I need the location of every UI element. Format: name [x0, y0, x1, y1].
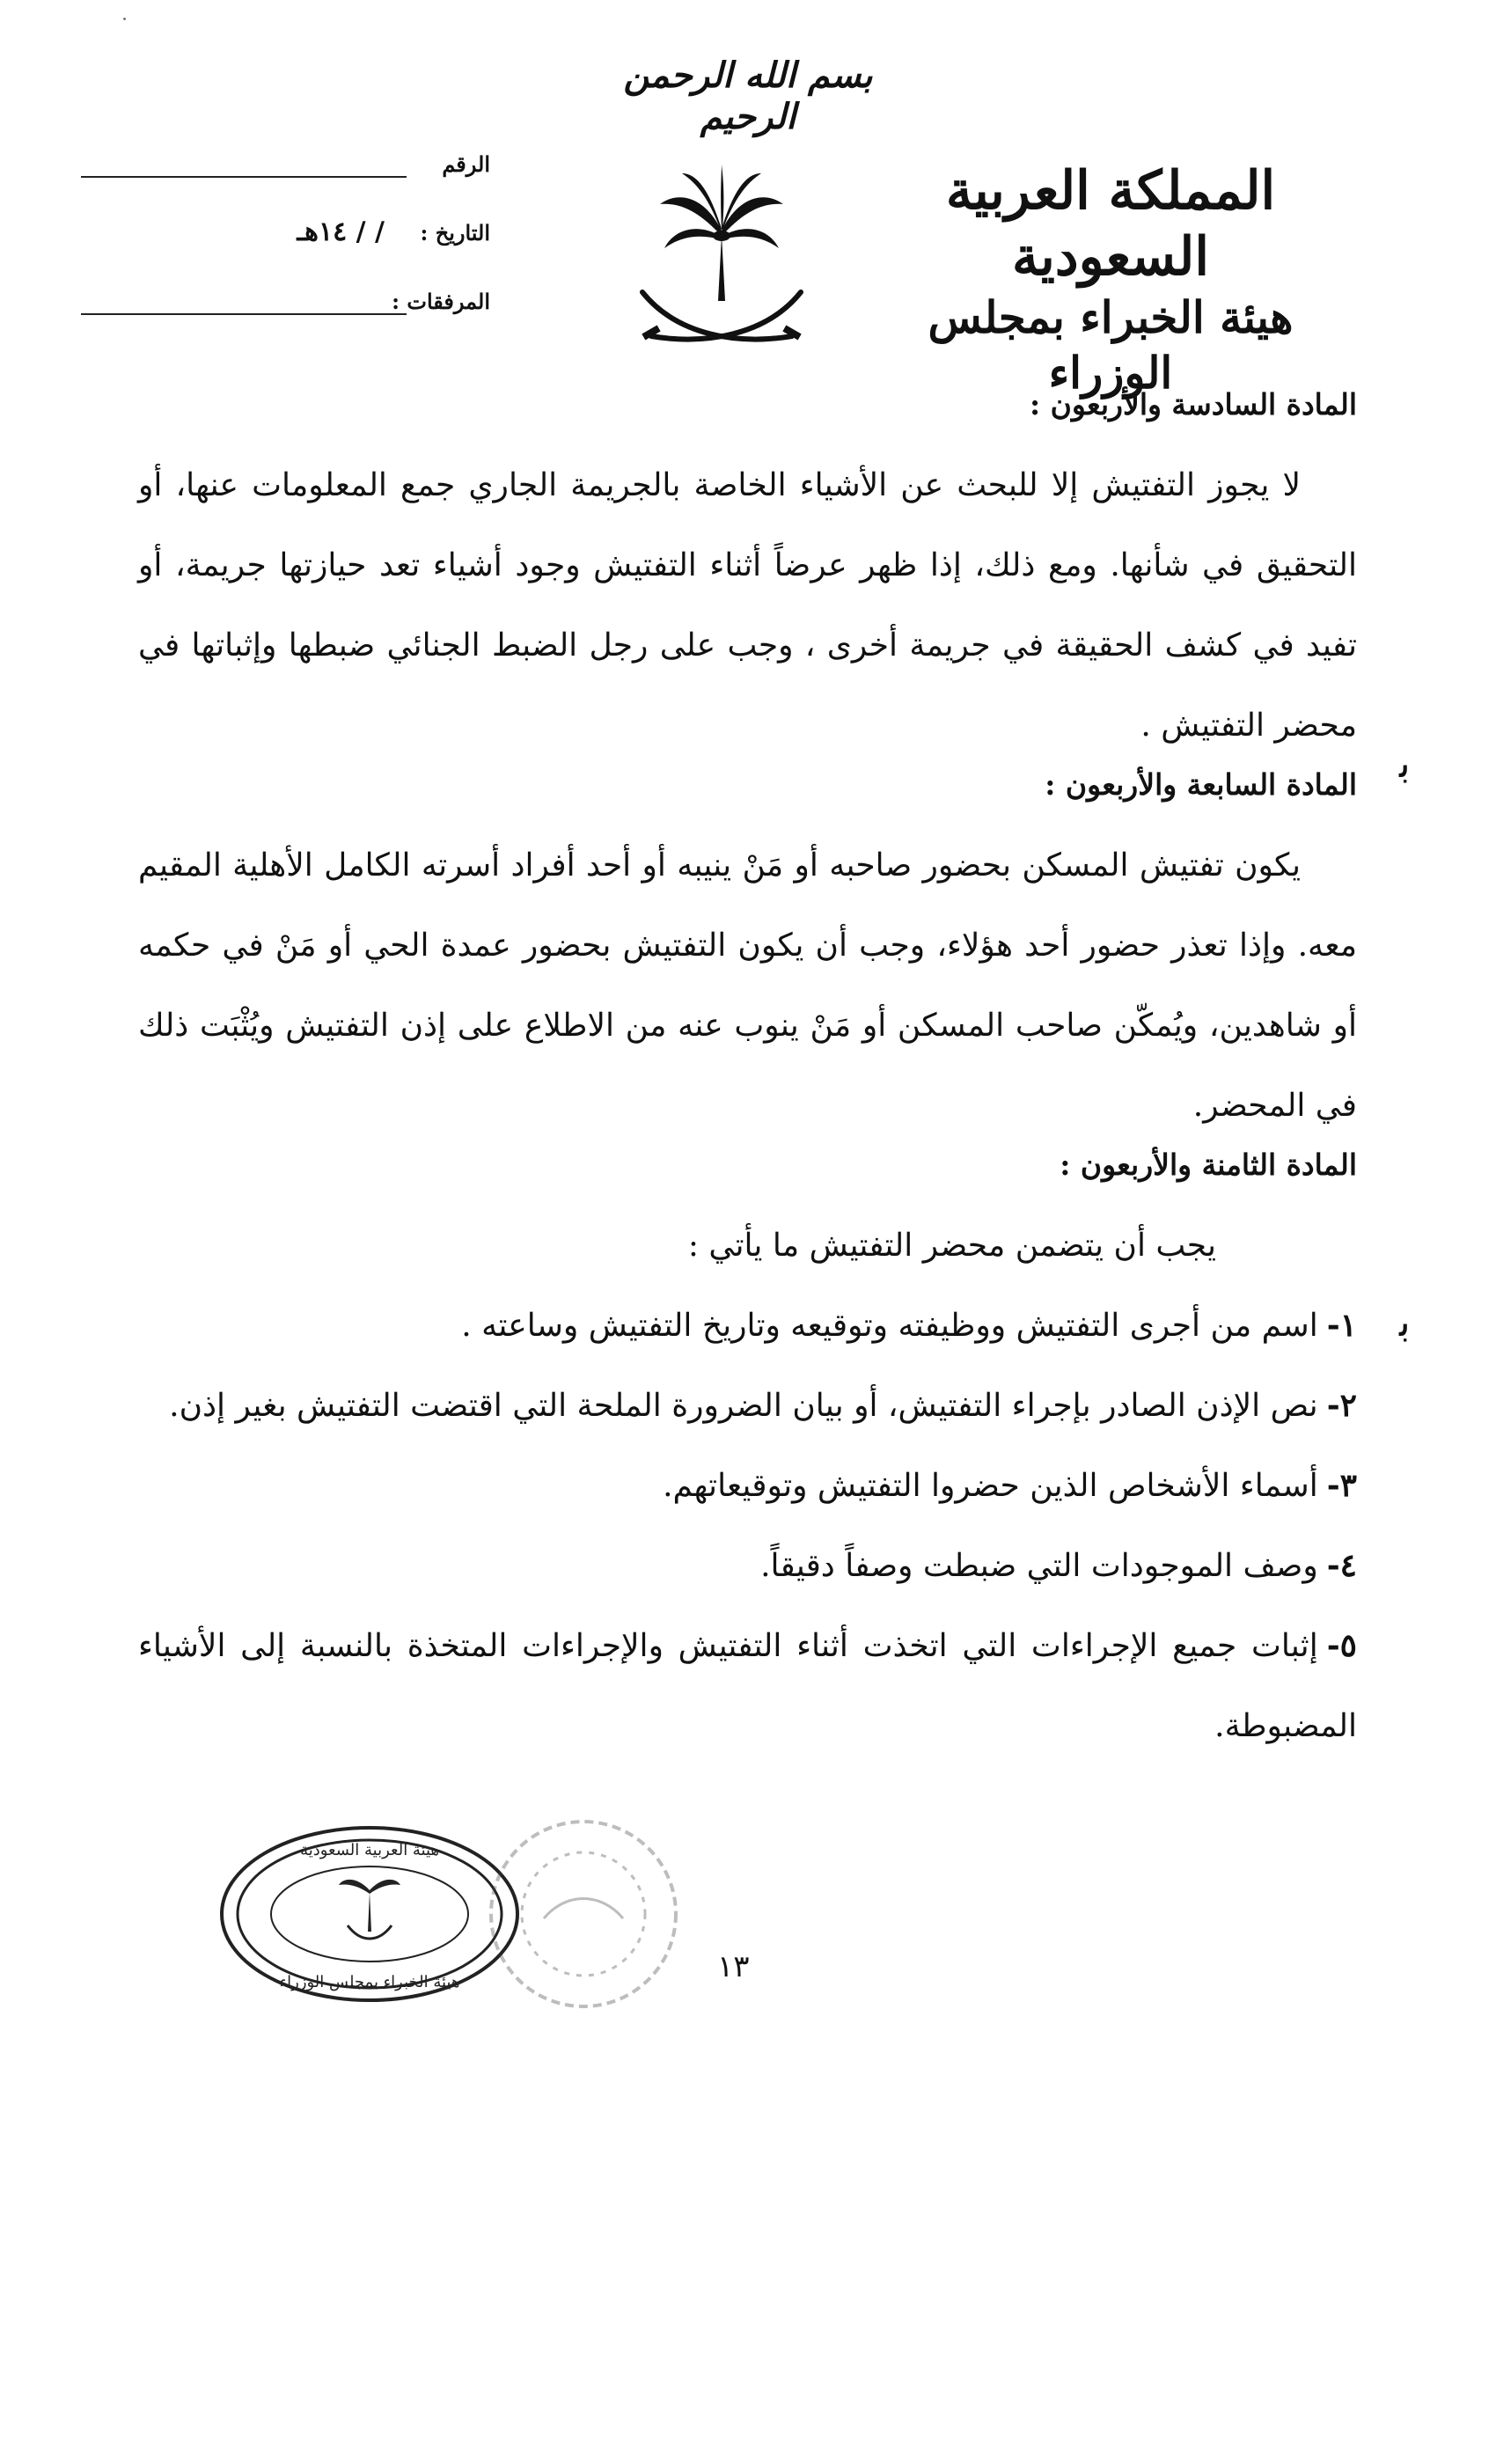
official-seal — [216, 1822, 524, 2006]
reference-row — [81, 151, 490, 220]
list-item — [138, 1526, 1357, 1606]
margin-mark: ﺑ — [1399, 1298, 1411, 1346]
margin-mark: ﺑ — [1399, 739, 1411, 787]
list-item-text: اسم من أجرى التفتيش ووظيفته وتوقيعه وتاريخ التفتيش وساعته . — [461, 1308, 1318, 1344]
article-46-text: لا يجوز التفتيش إلا للبحث عن الأشياء الخاصة بالجريمة الجاري جمع المعلومات عنها، أو التحقيق في شأنها. ومع ذلك، إذا ظهر عرضاً أثناء التفتيش وجود أشياء تعد حيازتها جريمة، أو تفيد في كشف الحقيقة في جريمة أخرى ، وجب على رجل الضبط الجنائي ضبطها وإثباتها في محضر التفتيش . — [138, 467, 1357, 744]
list-item-number: ١- — [1326, 1307, 1357, 1344]
list-item — [138, 1606, 1357, 1766]
list-item-number: ٤- — [1326, 1547, 1357, 1584]
saudi-emblem-icon — [634, 160, 810, 363]
reference-label: الرقم — [442, 151, 490, 177]
article-46-heading: المادة السادسة والأربعون : — [1030, 387, 1357, 422]
attachments-row — [81, 289, 490, 357]
list-item-text: أسماء الأشخاص الذين حضروا التفتيش وتوقيعاتهم. — [663, 1468, 1318, 1504]
seal-bottom-text: هيئة الخبراء بمجلس الوزراء — [279, 1973, 460, 1991]
document-body — [138, 385, 1357, 1766]
attachments-line — [81, 313, 407, 315]
reference-line — [81, 176, 407, 178]
date-value: / / ١٤هـ — [297, 216, 385, 247]
list-item-text: وصف الموجودات التي ضبطت وصفاً دقيقاً. — [760, 1548, 1318, 1584]
basmala: بسم الله الرحمن الرحيم — [623, 55, 873, 137]
list-item-number: ٥- — [1326, 1627, 1357, 1664]
org-line-country: المملكة العربية السعودية — [945, 160, 1276, 288]
organization-name — [864, 158, 1357, 400]
letter-meta — [81, 151, 490, 357]
page-number: ١٣ — [717, 1949, 750, 1984]
faint-stamp — [482, 1813, 685, 2015]
attachments-label: المرفقات : — [392, 289, 490, 314]
scan-speck — [123, 18, 126, 20]
list-item-number: ٣- — [1326, 1467, 1357, 1504]
list-item-number: ٢- — [1326, 1387, 1357, 1424]
article-47-heading: المادة السابعة والأربعون : — [1045, 767, 1357, 802]
date-label: التاريخ : — [420, 220, 490, 246]
article-48-heading: المادة الثامنة والأربعون : — [1060, 1148, 1357, 1182]
list-item — [138, 1366, 1357, 1446]
article-47-text: يكون تفتيش المسكن بحضور صاحبه أو مَنْ ينيبه أو أحد أفراد أسرته الكامل الأهلية المقيم معه. وإذا تعذر حضور أحد هؤلاء، وجب أن يكون التفتيش بحضور عمدة الحي أو مَنْ في حكمه أو شاهدين، ويُمكّن صاحب المسكن أو مَنْ ينوب عنه من الاطلاع على إذن التفتيش ويُثْبَت ذلك في المحضر. — [138, 847, 1357, 1124]
seal-top-text: هيئة العربية السعودية — [300, 1841, 439, 1859]
list-item-text: نص الإذن الصادر بإجراء التفتيش، أو بيان الضرورة الملحة التي اقتضت التفتيش بغير إذن. — [169, 1388, 1318, 1424]
list-item — [138, 1446, 1357, 1526]
list-item-text: إثبات جميع الإجراءات التي اتخذت أثناء التفتيش والإجراءات المتخذة بالنسبة إلى الأشياء المضبوطة. — [138, 1628, 1357, 1744]
org-line-authority: هيئة الخبراء بمجلس الوزراء — [928, 291, 1294, 399]
article-48-intro: يجب أن يتضمن محضر التفتيش ما يأتي : — [687, 1228, 1216, 1264]
date-row — [81, 216, 490, 289]
list-item — [138, 1286, 1357, 1366]
